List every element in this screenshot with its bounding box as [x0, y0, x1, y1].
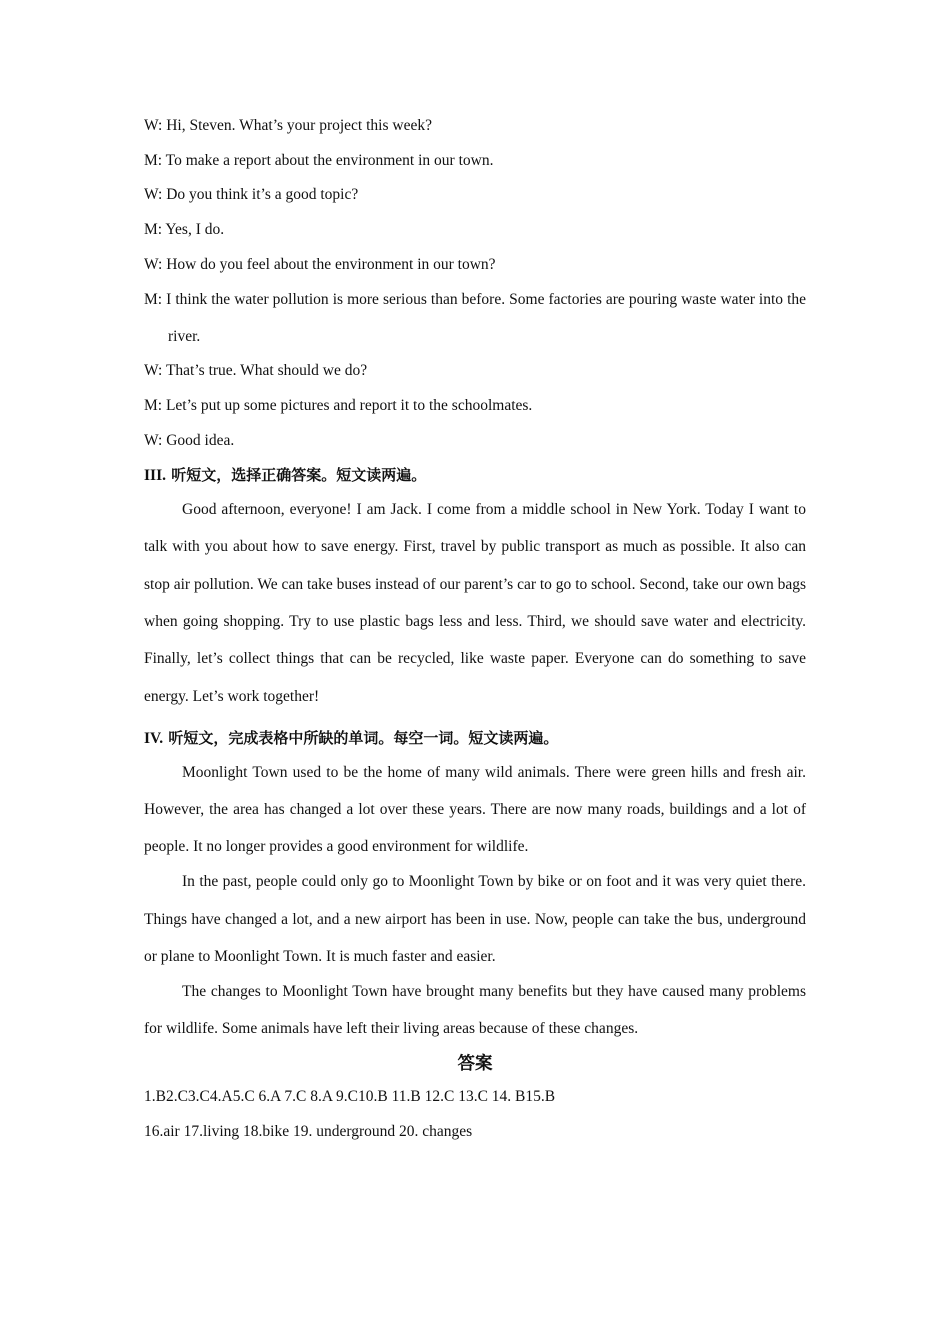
- dialogue-line: M: I think the water pollution is more serious than before. Some factories are pouring waste water into the river.: [144, 290, 806, 345]
- dialogue-line: W: How do you feel about the environment in our town?: [144, 255, 496, 273]
- answer-title: 答案: [457, 1053, 493, 1074]
- section-3-passage: Good afternoon, everyone! I am Jack. I come from a middle school in New York. Today I want to talk with you about how to save energy. First, travel by public transport as much as possible. It also can stop air pollution. We can take buses instead of our parent’s car to go to school. Second, take our own bags when going shopping. Try to use plastic bags less and less. Third, we should save water and electricity. Finally, let’s collect things that can be recycled, like waste paper. Everyone can do something to save energy. Let’s work together!: [144, 500, 806, 705]
- section-4-number: IV.: [144, 730, 164, 748]
- dialogue-line: W: That’s true. What should we do?: [144, 362, 368, 380]
- section-4-instruction: 听短文，完成表格中所缺的单词。每空一词。短文读两遍。: [168, 729, 559, 748]
- dialogue-line: M: To make a report about the environment in our town.: [144, 151, 494, 169]
- dialogue-line: W: Good idea.: [144, 431, 235, 449]
- dialogue-line: W: Do you think it’s a good topic?: [144, 186, 359, 204]
- dialogue-line: M: Yes, I do.: [144, 221, 225, 239]
- answer-line-1: 1.B2.C3.C4.A5.C 6.A 7.C 8.A 9.C10.B 11.B 12.C 13.C 14. B15.B: [144, 1087, 556, 1105]
- section-3-instruction: 听短文，选择正确答案。短文读两遍。: [171, 466, 427, 485]
- dialogue-line: W: Hi, Steven. What’s your project this week?: [144, 117, 432, 134]
- section-3-heading: [144, 465, 806, 486]
- document-page: [144, 116, 806, 1156]
- answer-line-2: 16.air 17.living 18.bike 19. underground 20. changes: [144, 1122, 473, 1140]
- section-4-paragraph-2: In the past, people could only go to Moonlight Town by bike or on foot and it was very quiet there. Things have changed a lot, and a new airport has been in use. Now, people can take the bus, underground or plane to Moonlight Town. It is much faster and easier.: [144, 873, 806, 966]
- section-4-paragraph-3: The changes to Moonlight Town have brought many benefits but they have caused many problems for wildlife. Some animals have left their living areas because of these changes.: [144, 983, 806, 1038]
- section-4-heading: [144, 728, 806, 749]
- section-3-number: III.: [144, 467, 166, 485]
- section-4-paragraph-1: Moonlight Town used to be the home of many wild animals. There were green hills and fresh air. However, the area has changed a lot over these years. There are now many roads, buildings and a lot of people. It no longer provides a good environment for wildlife.: [144, 763, 806, 856]
- dialogue-line: M: Let’s put up some pictures and report it to the schoolmates.: [144, 396, 533, 414]
